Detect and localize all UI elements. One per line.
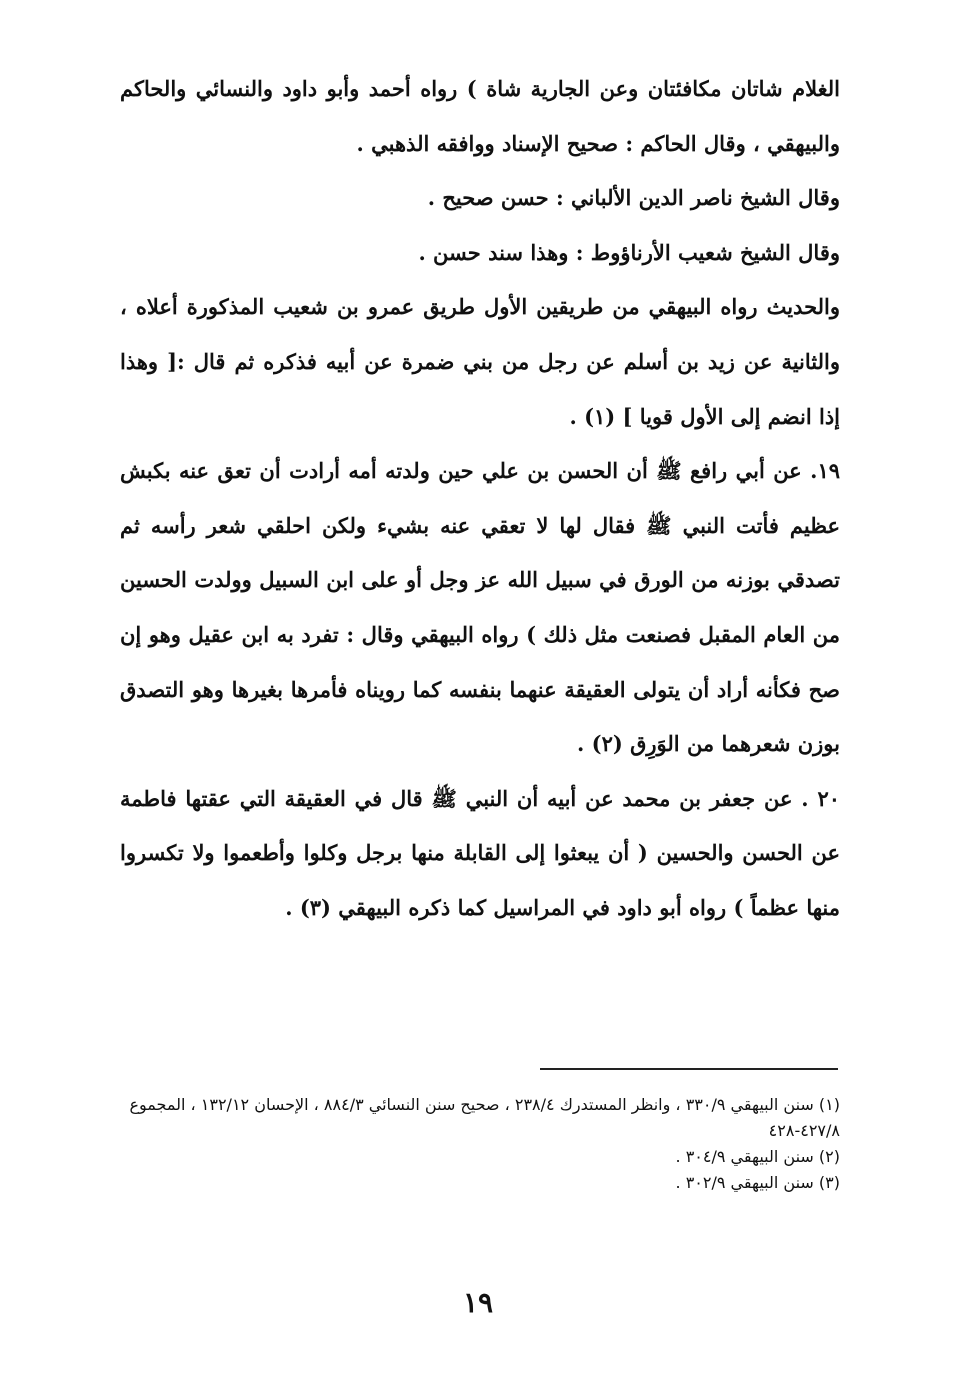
footnote-3: (٣) سنن البيهقي ٣٠٢/٩ .	[675, 1173, 840, 1192]
footnote-separator	[540, 1068, 838, 1070]
page-number: ١٩	[462, 1286, 494, 1319]
footnote-1: (١) سنن البيهقي ٣٣٠/٩ ، وانظر المستدرك ٢٣٨/٤ ، صحيح سنن النسائي ٨٨٤/٣ ، الإحسان ١٣٢/١٢ ، المجموع ٤٢٧/٨-٤٢٨	[129, 1095, 840, 1140]
paragraph-1: الغلام شاتان مكافئتان وعن الجارية شاة ) رواه أحمد وأبو داود والنسائي والحاكم والبيهقي ، وقال الحاكم : صحيح الإسناد ووافقه الذهبي .	[120, 76, 840, 156]
paragraph-3: وقال الشيخ شعيب الأرناؤوط : وهذا سند حسن .	[418, 239, 840, 265]
footnote-2: (٢) سنن البيهقي ٣٠٤/٩ .	[675, 1147, 840, 1166]
footnotes	[120, 1092, 840, 1196]
paragraph-2: وقال الشيخ ناصر الدين الألباني : حسن صحيح .	[427, 185, 840, 211]
paragraph-hadith-19: ١٩. عن أبي رافع ﷺ أن الحسن بن علي حين ولدته أمه أرادت أن تعق عنه بكبش عظيم فأتت النبي ﷺ فقال لها لا تعقي عنه بشيء ولكن احلقي شعر رأسه ثم تصدقي بوزنه من الورق في سبيل الله عز وجل أو على ابن السبيل وولدت الحسين من العام المقبل فصنعت مثل ذلك ) رواه البيهقي وقال : تفرد به ابن عقيل وهو إن صح فكأنه أراد أن يتولى العقيقة عنهما بنفسه كما رويناه فأمرها بغيرها وهو التصدق بوزن شعرهما من الوَرِق (٢) .	[120, 458, 840, 757]
main-text	[120, 62, 840, 936]
paragraph-hadith-20: ٢٠ . عن جعفر بن محمد عن أبيه أن النبي ﷺ قال في العقيقة التي عقتها فاطمة عن الحسن والحسين ( أن يبعثوا إلى القابلة منها برجل وكلوا وأطعموا ولا تكسروا منها عظماً ) رواه أبو داود في المراسيل كما ذكره البيهقي (٣) .	[120, 785, 840, 920]
paragraph-4: والحديث رواه البيهقي من طريقين الأول طريق عمرو بن شعيب المذكورة أعلاه ، والثانية عن زيد بن أسلم عن رجل من بني ضمرة عن أبيه فذكره ثم قال :[ وهذا إذا انضم إلى الأول قويا ] (١) .	[120, 294, 840, 429]
